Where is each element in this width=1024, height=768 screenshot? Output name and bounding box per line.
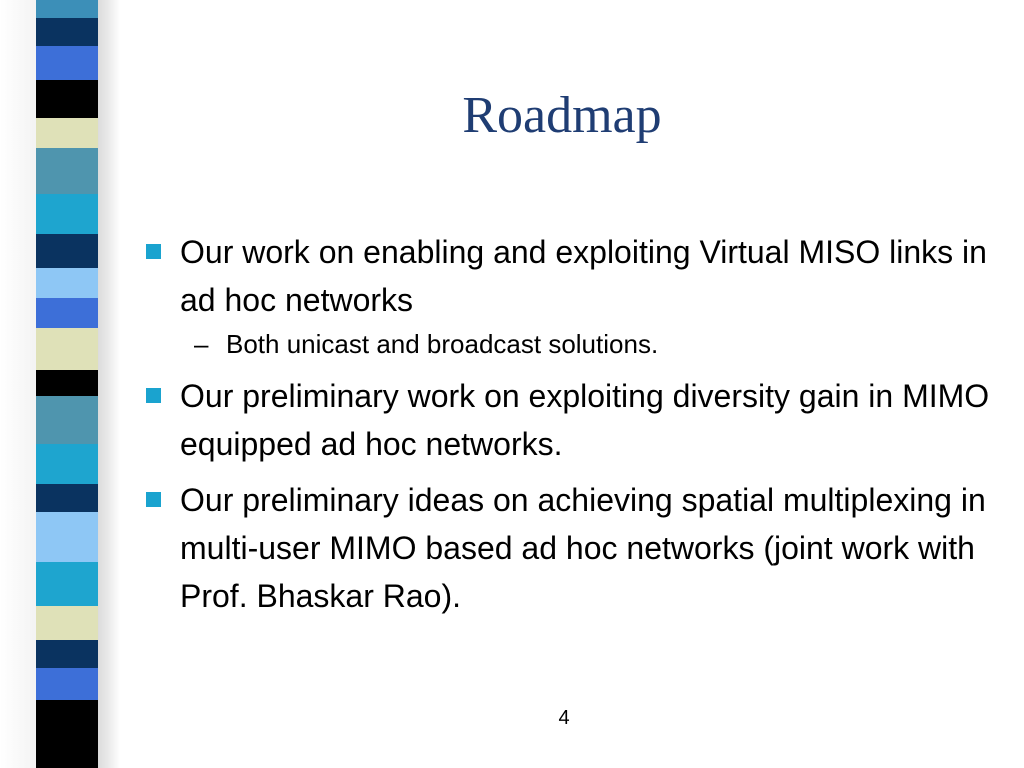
dash-bullet-icon: – bbox=[194, 329, 209, 359]
stripe bbox=[36, 668, 98, 700]
stripe bbox=[36, 562, 98, 606]
stripe bbox=[36, 194, 98, 234]
square-bullet-icon bbox=[146, 388, 161, 403]
stripe bbox=[36, 370, 98, 396]
bullet-text: Our work on enabling and exploiting Virtual MISO links in ad hoc networks bbox=[180, 234, 987, 318]
bullet-item bbox=[146, 476, 1006, 620]
stripe bbox=[36, 484, 98, 512]
stripe bbox=[36, 148, 98, 194]
page-number: 4 bbox=[558, 707, 570, 729]
stripe bbox=[36, 268, 98, 298]
stripe bbox=[36, 118, 98, 148]
bullet-text: Our preliminary work on exploiting diversity gain in MIMO equipped ad hoc networks. bbox=[180, 378, 990, 462]
stripe bbox=[36, 80, 98, 118]
bullet-item bbox=[146, 372, 1006, 468]
stripe bbox=[36, 444, 98, 484]
stripe bbox=[36, 18, 98, 46]
stripe bbox=[36, 512, 98, 562]
bullet-text: Our preliminary ideas on achieving spatial multiplexing in multi-user MIMO based ad hoc networks (joint work with Prof. Bhaskar Rao). bbox=[180, 482, 986, 614]
decorative-stripe-bar bbox=[36, 0, 98, 768]
sub-bullet-item bbox=[146, 326, 1006, 362]
stripe bbox=[36, 298, 98, 328]
stripe bbox=[36, 46, 98, 80]
stripe bbox=[36, 0, 98, 18]
stripe bbox=[36, 396, 98, 444]
square-bullet-icon bbox=[146, 492, 161, 507]
stripe bbox=[36, 700, 98, 768]
bullet-item bbox=[146, 228, 1006, 324]
square-bullet-icon bbox=[146, 244, 161, 259]
stripe bbox=[36, 328, 98, 370]
bullet-list bbox=[146, 228, 1006, 628]
stripe bbox=[36, 234, 98, 268]
stripe bbox=[36, 606, 98, 640]
stripe bbox=[36, 640, 98, 668]
sub-bullet-text: Both unicast and broadcast solutions. bbox=[226, 329, 659, 359]
slide-title: Roadmap bbox=[462, 87, 662, 144]
